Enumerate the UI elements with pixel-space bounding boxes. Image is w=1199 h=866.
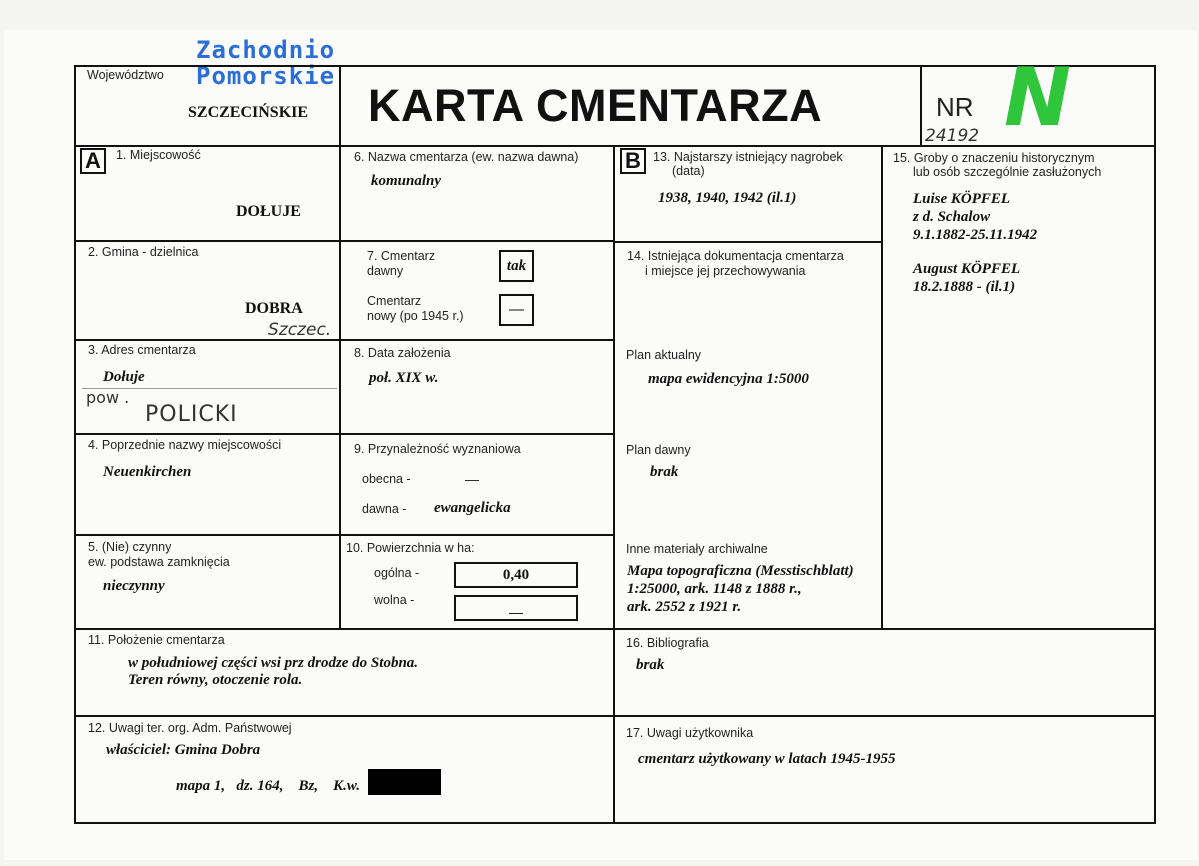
- field-7-new-label-1: Cmentarz: [367, 294, 422, 308]
- field-13-label-1: 13. Najstarszy istniejący nagrobek: [653, 150, 843, 164]
- plan-current-value: mapa ewidencyjna 1:5000: [648, 371, 809, 387]
- page-title: KARTA CMENTARZA: [368, 80, 823, 131]
- field-4-label: 4. Poprzednie nazwy miejscowości: [88, 438, 282, 452]
- field-3-label: 3. Adres cmentarza: [88, 343, 196, 357]
- field-10-label: 10. Powierzchnia w ha:: [346, 541, 475, 555]
- field-5-value: nieczynny: [103, 578, 165, 594]
- grave-1-name: Luise KÖPFEL: [913, 191, 1011, 207]
- field-3-value: Dołuje: [103, 369, 145, 385]
- wojewodztwo-label: Województwo: [87, 68, 164, 82]
- nr-divider: [920, 65, 922, 147]
- plan-old-value: brak: [650, 464, 679, 480]
- grave-2-name: August KÖPFEL: [913, 261, 1021, 277]
- field-10-total-box: 0,40: [454, 562, 578, 588]
- wojewodztwo-value: SZCZECIŃSKIE: [188, 104, 309, 121]
- section-b-letter: B: [620, 148, 646, 174]
- field-11-line-2: Teren równy, otoczenie rola.: [128, 672, 303, 688]
- nr-green-marker: N: [1004, 51, 1071, 144]
- field-7-new-label-2: nowy (po 1945 r.): [367, 309, 464, 323]
- field-7-label-1: 7. Cmentarz: [367, 249, 436, 263]
- field-10-free-box: —: [454, 595, 578, 621]
- field-13-label-2: (data): [672, 164, 705, 178]
- column-divider-3: [881, 145, 883, 630]
- field-6-label: 6. Nazwa cmentarza (ew. nazwa dawna): [354, 150, 579, 164]
- field-17-value: cmentarz użytkowany w latach 1945-1955: [638, 751, 896, 767]
- nr-handwritten: 24192: [925, 126, 980, 146]
- field-7-label-2: dawny: [367, 264, 404, 278]
- plan-old-label: Plan dawny: [626, 443, 691, 457]
- field-6-value: komunalny: [371, 173, 442, 189]
- archive-label: Inne materiały archiwalne: [626, 542, 768, 556]
- field-17-label: 17. Uwagi użytkownika: [626, 726, 754, 740]
- nr-label: NR: [936, 92, 974, 122]
- field-9-former-label: dawna -: [362, 502, 407, 516]
- row-divider-1: [74, 240, 615, 242]
- row-divider-3: [74, 433, 615, 435]
- archive-line-1: Mapa topograficzna (Messtischblatt): [627, 563, 854, 579]
- field-8-label: 8. Data założenia: [354, 346, 451, 360]
- field-11-label: 11. Położenie cmentarza: [88, 633, 225, 647]
- field-16-value: brak: [636, 657, 665, 673]
- grave-1-maiden: z d. Schalow: [913, 209, 991, 225]
- grave-1-dates: 9.1.1882-25.11.1942: [913, 227, 1038, 243]
- column-divider-1: [339, 65, 341, 630]
- field-1-label: 1. Miejscowość: [116, 148, 201, 162]
- field-15-label-2: lub osób szczególnie zasłużonych: [913, 165, 1102, 179]
- header-divider: [74, 145, 1156, 147]
- b-row-divider: [613, 241, 883, 243]
- field-5-label-1: 5. (Nie) czynny: [88, 540, 172, 554]
- region-stamp-line1: Zachodnio: [196, 36, 336, 64]
- row-divider-2: [74, 339, 615, 341]
- archive-line-2: 1:25000, ark. 1148 z 1888 r.,: [627, 581, 802, 597]
- row-divider-4: [74, 534, 615, 536]
- field-4-value: Neuenkirchen: [103, 464, 192, 480]
- field-15-label-1: 15. Groby o znaczeniu historycznym: [893, 151, 1095, 165]
- field-9-former-value: ewangelicka: [434, 500, 511, 516]
- row-divider-6: [74, 715, 1156, 717]
- field-9-current-label: obecna -: [362, 472, 411, 486]
- row-divider-5: [74, 628, 1156, 630]
- archive-line-3: ark. 2552 z 1921 r.: [627, 599, 742, 615]
- field-2-label: 2. Gmina - dzielnica: [88, 245, 199, 259]
- column-divider-2: [613, 145, 615, 824]
- field-14-label-1: 14. Istniejąca dokumentacja cmentarza: [627, 249, 844, 263]
- grave-2-dates: 18.2.1888 - (il.1): [913, 279, 1016, 295]
- field-7-new-box: —: [499, 294, 534, 326]
- field-1-value: DOŁUJE: [236, 203, 301, 220]
- field-9-current-value: —: [465, 471, 479, 487]
- field-3-hand-county: POLICKI: [145, 402, 238, 427]
- field-8-value: poł. XIX w.: [369, 370, 439, 386]
- redaction-block: [368, 769, 441, 795]
- field-10-total-label: ogólna -: [374, 566, 420, 580]
- field-12-owner: właściciel: Gmina Dobra: [106, 742, 261, 758]
- plan-current-label: Plan aktualny: [626, 348, 702, 362]
- field-13-value: 1938, 1940, 1942 (il.1): [658, 190, 797, 206]
- field-2-handwritten: Szczec.: [268, 320, 332, 340]
- field-5-label-2: ew. podstawa zamknięcia: [88, 555, 230, 569]
- field-2-value: DOBRA: [245, 300, 303, 317]
- field-7-old-box: tak: [499, 250, 534, 282]
- field-16-label: 16. Bibliografia: [626, 636, 709, 650]
- field-12-label: 12. Uwagi ter. org. Adm. Państwowej: [88, 721, 292, 735]
- field-14-label-2: i miejsce jej przechowywania: [645, 264, 806, 278]
- field-3-hand-pow: pow .: [86, 388, 130, 407]
- region-stamp-line2: Pomorskie: [196, 62, 336, 90]
- field-9-label: 9. Przynależność wyznaniowa: [354, 442, 521, 456]
- field-12-map: mapa 1, dz. 164, Bz, K.w.: [176, 778, 361, 794]
- section-a-letter: A: [80, 148, 106, 174]
- field-10-free-label: wolna -: [374, 593, 415, 607]
- field-11-line-1: w południowej części wsi prz drodze do Stobna.: [128, 655, 419, 671]
